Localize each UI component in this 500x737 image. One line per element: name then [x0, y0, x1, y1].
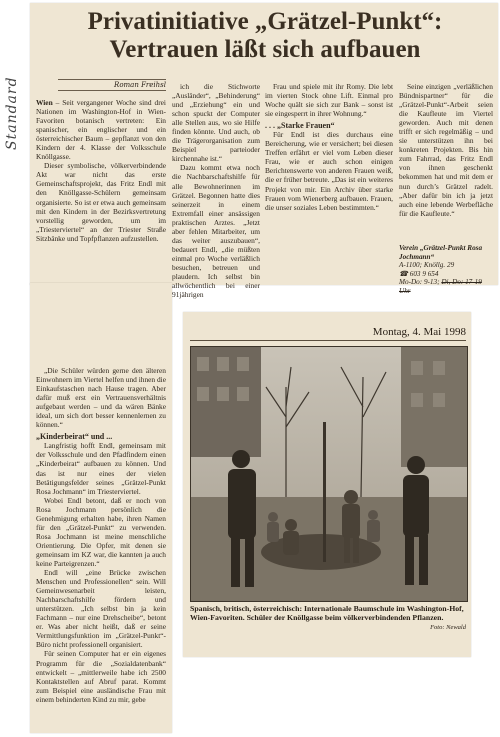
- subheading: „Kinderbeirat“ und ...: [36, 432, 113, 442]
- paragraph: Dazu kommt etwa noch die Nachbarschaftshilfe für alle Bewohnerinnen im Grätzel. Begonnen hatte dies seinerzeit in einem Extremfall einer ansässigen praktischen Arztes. „Jetzt aber fehlen Mitarbeiter, um das weiter auszubauen“, bedauert Endl, „die müßten einmal pro Woche verläßlich besuchen, betreuen und plaudern. Ich selbst bin allwöchentlich bei einer 91jährigen: [172, 163, 260, 300]
- byline: Roman Freihsl: [58, 79, 166, 91]
- headline: [36, 8, 494, 64]
- paragraph: „Die Schüler würden gerne den älteren Einwohnern im Viertel helfen und ihnen die Einkaufstaschen nach Hause tragen. Aber dafür muß erst ein Vertrauensverhältnis aufgebaut werden – und da wären Bänke ideal, um sich dort besser kennenlernen zu können.“: [36, 366, 166, 430]
- headline-line-1: Privatinitiative „Grätzel-Punkt“:: [87, 8, 443, 35]
- article-column-continuation: [36, 366, 166, 730]
- caption-text: Spanisch, britisch, österreichisch: Internationale Baumschule im Washington-Hof, Wien-Favoriten. Schüler der Knöllgasse beim völkerverbindenden Pflanzen.: [190, 604, 464, 623]
- paragraph: Frau und spiele mit ihr Romy. Die lebt im vierten Stock ohne Lift. Einmal pro Woche quält sie sich zur Bank – sonst ist sie eingesperrt in ihrer Wohnung.“: [265, 82, 393, 119]
- paragraph: Langfristig hofft Endl, gemeinsam mit der Volksschule und den Pfadfindern einen „Kinderbeirat“ aufbauen zu können. Und das ist nur eines der vielen Betätigungsfelder seines „Grätzel-Punkt Rosa Jochmann“ im Triesterviertel.: [36, 441, 166, 496]
- photo-caption: [190, 604, 466, 632]
- hours-struck: Di, Do: 17-19 Uhr: [399, 278, 482, 295]
- association-hours: [399, 278, 493, 295]
- photo-credit: Foto: Newald: [430, 623, 466, 631]
- paragraph: Für Endl ist dies durchaus eine Bereicherung, wie er versichert; bei diesen Treffen erfährt er viel vom Leben dieser Frau, wie er auch schon einigen Berichtenswerte von anderen Frauen weiß, die er früher betreute. „Das ist ein weiteres Projekt von mir. Ein Archiv über starke Frauen vom Wienerberg aufbauen. Frauen, die unser soziales Leben bestimmten.“: [265, 130, 393, 212]
- paragraph: ich die Stichworte „Ausländer“, „Behinderung“ und „Erziehung“ ein und schon spuckt der Computer alle Stellen aus, wo sie Hilfe finden könnte. Und auch, ob die Trägerorganisation zum Beispiel parteioder kirchennahe ist.“: [172, 82, 260, 164]
- paragraph: Wobei Endl betont, daß er noch von Rosa Jochmann persönlich die Genehmigung erhalten habe, ihren Namen für den „Grätzel-Punkt“ zu verwenden. Rosa Jochmann ist meine menschliche Orientierung. Die Opfer, mit denen sie gemeinsam im KZ war, die kannten ja auch keine Parteigrenzen.“: [36, 495, 166, 568]
- article-column-2: [172, 82, 260, 300]
- issue-date: Montag, 4. Mai 1998: [190, 326, 466, 341]
- paragraph: Dieser symbolische, völkerverbindende Akt war nicht das erste Gemeinschaftsprojekt, das Fritz Endl mit den Knöllgasse-Schülern gemeinsam organisierte. So ist er etwa auch gemeinsam mit den Kindern in der Bezirksvertretung vorstellig geworden, um im „Triesterviertel“ an der Triester Straße Sitzbänke und Topfpflanzen aufzustellen.: [36, 161, 166, 243]
- association-name: Verein „Grätzel-Punkt Rosa Jochmann“: [399, 244, 483, 261]
- association-phone: ☎ 603 9 654: [399, 269, 439, 278]
- paragraph-text: – Seit vergangener Woche sind drei Nationen im Washington-Hof in Wien-Favoriten botanisch vertreten: Ein spanischer, ein englischer und ein österreichischer Baum – gepflanzt von den Kindern der 4. Klasse der Volksschule Knöllgasse.: [36, 98, 166, 162]
- subheading: . . . „Starke Frauen“: [265, 121, 335, 131]
- article-column-1: [36, 98, 166, 278]
- association-address: A-1100; Knöllg. 29: [399, 261, 455, 270]
- article-column-3: [265, 82, 393, 282]
- handwritten-note: Standard: [4, 76, 20, 150]
- paragraph: [36, 98, 166, 161]
- paragraph: Seine einzigen „verläßlichen Bündnispartner“ für die „Grätzel-Punkt“-Arbeit seien die Kaufleute im Viertel geworden. Auch mit denen trifft er sich regelmäßig – und sie unterstützen ihn bei konkreten Projekten. Bis hin zum Fahrrad, das Fritz Endl von ihnen geschenkt bekommen hat und mit dem er nun durch’s Grätzel radelt. „Aber dafür bin ich ja jetzt auch eine lebende Werbefläche für die Kaufleute.“: [399, 82, 493, 218]
- headline-line-2: Vertrauen läßt sich aufbauen: [109, 36, 421, 63]
- dateline: Wien: [36, 98, 53, 107]
- news-photo: [190, 346, 468, 602]
- hours-active: Mo-Do: 9-13;: [399, 278, 440, 287]
- article-column-4: [399, 82, 493, 242]
- association-info: [399, 244, 493, 296]
- paragraph: Für seinen Computer hat er ein eigenes Programm für die „Sozialdatenbank“ entwickelt – „mittlerweile habe ich 2500 Kontaktstellen auf Abruf parat. Kommt zum Beispiel eine ausländische Frau mit einem behinderten Kind zu mir, gebe: [36, 649, 166, 704]
- paragraph: Endl will „eine Brücke zwischen Menschen und Professionellen“ sein. Will Gemeinwesenarbeit leisten, Nachbarschaftshilfe fördern und unterstützen. „Ich selbst bin ja kein Fachmann – nur eine Drehscheibe“, betont er. Was aber nicht heißt, daß er seine Vermittlungsfunktion im „Grätzel-Punkt“-Büro nicht professionell organisiert.: [36, 568, 166, 650]
- photo-illustration: [191, 347, 467, 601]
